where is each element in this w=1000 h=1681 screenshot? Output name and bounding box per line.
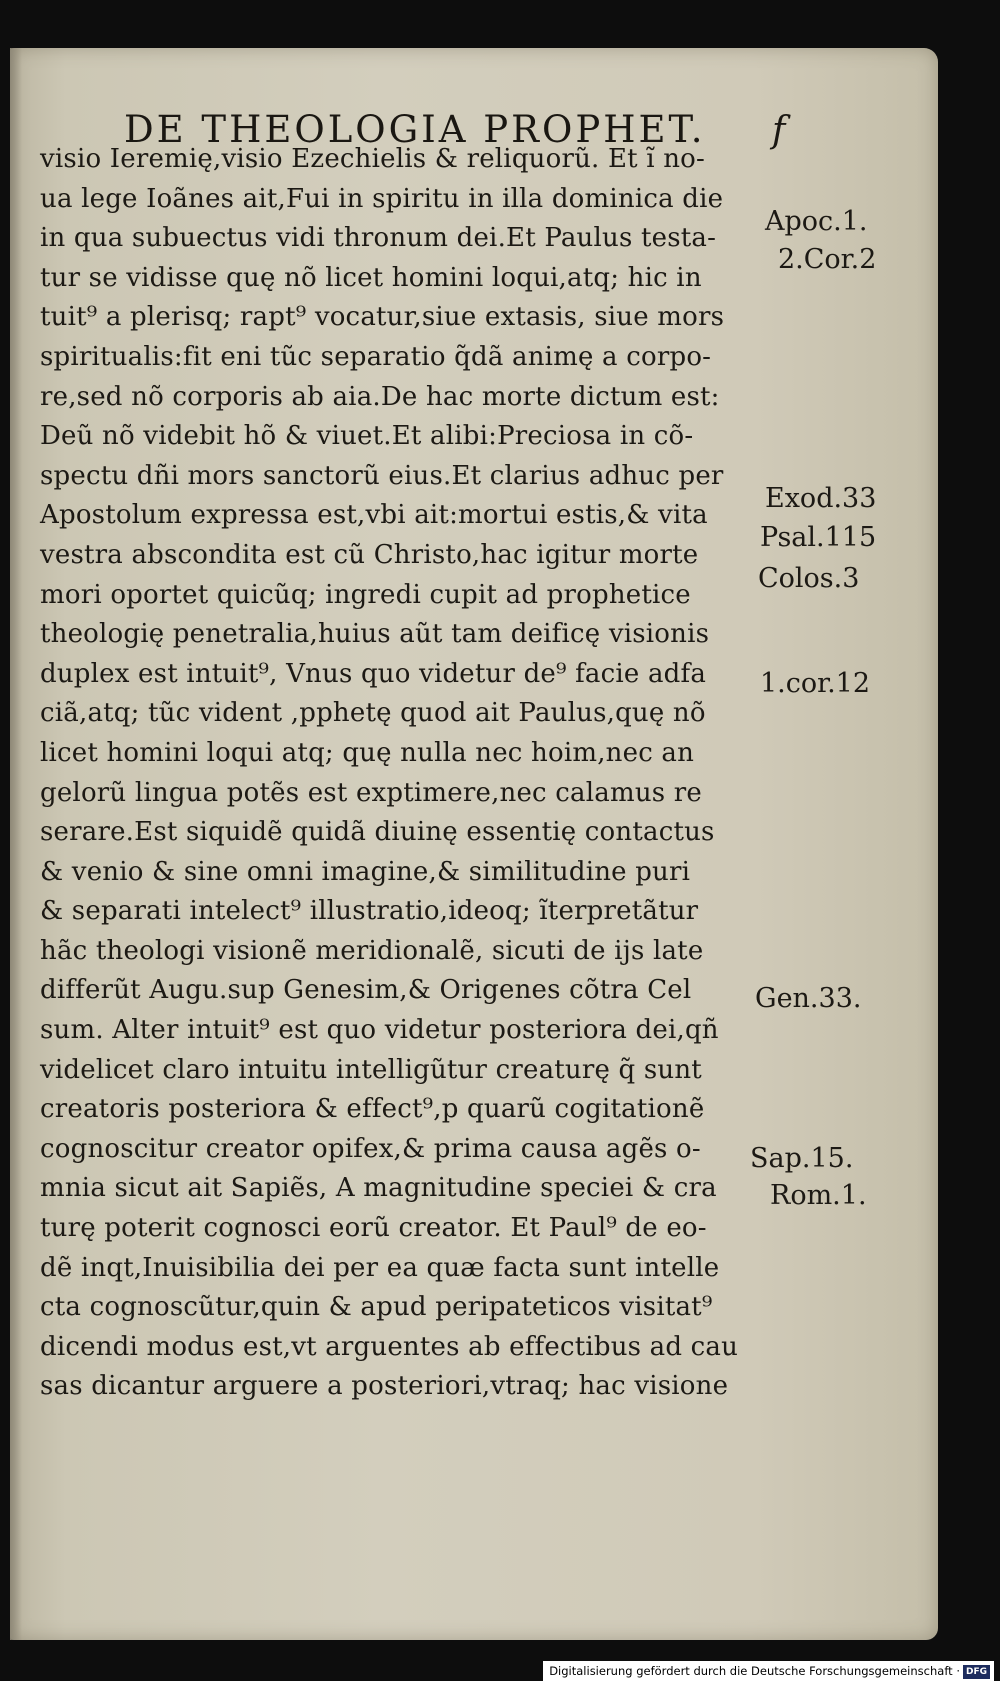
text-line: spectu dñi mors sanctorũ eius.Et clarius adhuc per [40, 460, 724, 491]
margin-note-apoc: Apoc.1. [765, 206, 868, 237]
text-line: & venio & sine omni imagine,& similitudine puri [40, 856, 691, 887]
text-line: spiritualis:fit eni tũc separatio q̃dã animę a corpo- [40, 341, 712, 372]
text-line: cta cognoscũtur,quin & apud peripateticos visitat⁹ [40, 1292, 713, 1323]
text-line: licet homini loqui atq; quę nulla nec hoim,nec an [40, 737, 695, 768]
text-line: vestra abscondita est cũ Christo,hac igitur morte [40, 539, 699, 570]
margin-note-exod: Exod.33 [765, 483, 877, 514]
margin-note-rom: Rom.1. [770, 1180, 867, 1211]
text-line: dicendi modus est,vt arguentes ab effectibus ad cau [40, 1331, 739, 1362]
text-line: Deũ nõ videbit hõ & viuet.Et alibi:Preciosa in cõ- [40, 421, 694, 452]
text-line: Apostolum expressa est,vbi ait:mortui estis,& vita [40, 500, 708, 531]
text-line: tur se vidisse quę nõ licet homini loqui,atq; hic in [40, 262, 702, 293]
text-line: videlicet claro intuitu intelligũtur creaturę q̃ sunt [40, 1054, 702, 1085]
text-line: & separati intelect⁹ illustratio,ideoq; ĩterpretãtur [40, 896, 699, 927]
running-head: DE THEOLOGIA PROPHET. [124, 108, 706, 151]
text-line: mnia sicut ait Sapiẽs, A magnitudine speciei & cra [40, 1173, 717, 1204]
text-line: differũt Augu.sup Genesim,& Origenes cõtra Cel [40, 975, 692, 1006]
main-text [40, 140, 760, 1407]
margin-note-sap: Sap.15. [750, 1143, 854, 1174]
page-number: f [772, 110, 786, 151]
margin-note-cor12: 1.cor.12 [760, 668, 871, 699]
margin-note-gen: Gen.33. [755, 983, 862, 1014]
text-line: hãc theologi visionẽ meridionalẽ, sicuti de ijs late [40, 935, 704, 966]
text-line: turę poterit cognosci eorũ creator. Et Paul⁹ de eo- [40, 1213, 707, 1244]
text-line: ciã,atq; tũc vident ,pphetę quod ait Paulus,quę nõ [40, 698, 706, 729]
dfg-logo: DFG [963, 1665, 990, 1679]
text-line: in qua subuectus vidi thronum dei.Et Paulus testa- [40, 223, 717, 254]
margin-note-cor: 2.Cor.2 [778, 244, 877, 275]
text-line: theologię penetralia,huius aũt tam deificę visionis [40, 619, 710, 650]
text-line: duplex est intuit⁹, Vnus quo videtur de⁹ facie adfa [40, 658, 707, 689]
text-line: mori oportet quicũq; ingredi cupit ad prophetice [40, 579, 691, 610]
text-line: sas dicantur arguere a posteriori,vtraq; hac visione [40, 1371, 729, 1402]
margin-note-psal: Psal.115 [760, 522, 877, 553]
text-line: ua lege Ioãnes ait,Fui in spiritu in illa dominica die [40, 183, 724, 214]
credit-text: Digitalisierung gefördert durch die Deutsche Forschungsgemeinschaft · [549, 1664, 960, 1678]
margin-note-colos: Colos.3 [758, 563, 860, 594]
text-line: creatoris posteriora & effect⁹,p quarũ cogitationẽ [40, 1094, 705, 1125]
text-line: serare.Est siquidẽ quidã diuinę essentię contactus [40, 817, 715, 848]
text-line: gelorũ lingua potẽs est exptimere,nec calamus re [40, 777, 702, 808]
text-line: dẽ inqt,Inuisibilia dei per ea quæ facta sunt intelle [40, 1252, 720, 1283]
text-line: sum. Alter intuit⁹ est quo videtur posteriora dei,qñ [40, 1015, 719, 1046]
text-line: re,sed nõ corporis ab aia.De hac morte dictum est: [40, 381, 720, 412]
text-line: visio Ieremię,visio Ezechielis & reliquorũ. Et ĩ no- [40, 144, 706, 174]
text-line: tuit⁹ a plerisq; rapt⁹ vocatur,siue extasis, siue mors [40, 302, 725, 333]
text-line: cognoscitur creator opifex,& prima causa agẽs o- [40, 1133, 701, 1164]
digitization-credit [543, 1661, 994, 1681]
